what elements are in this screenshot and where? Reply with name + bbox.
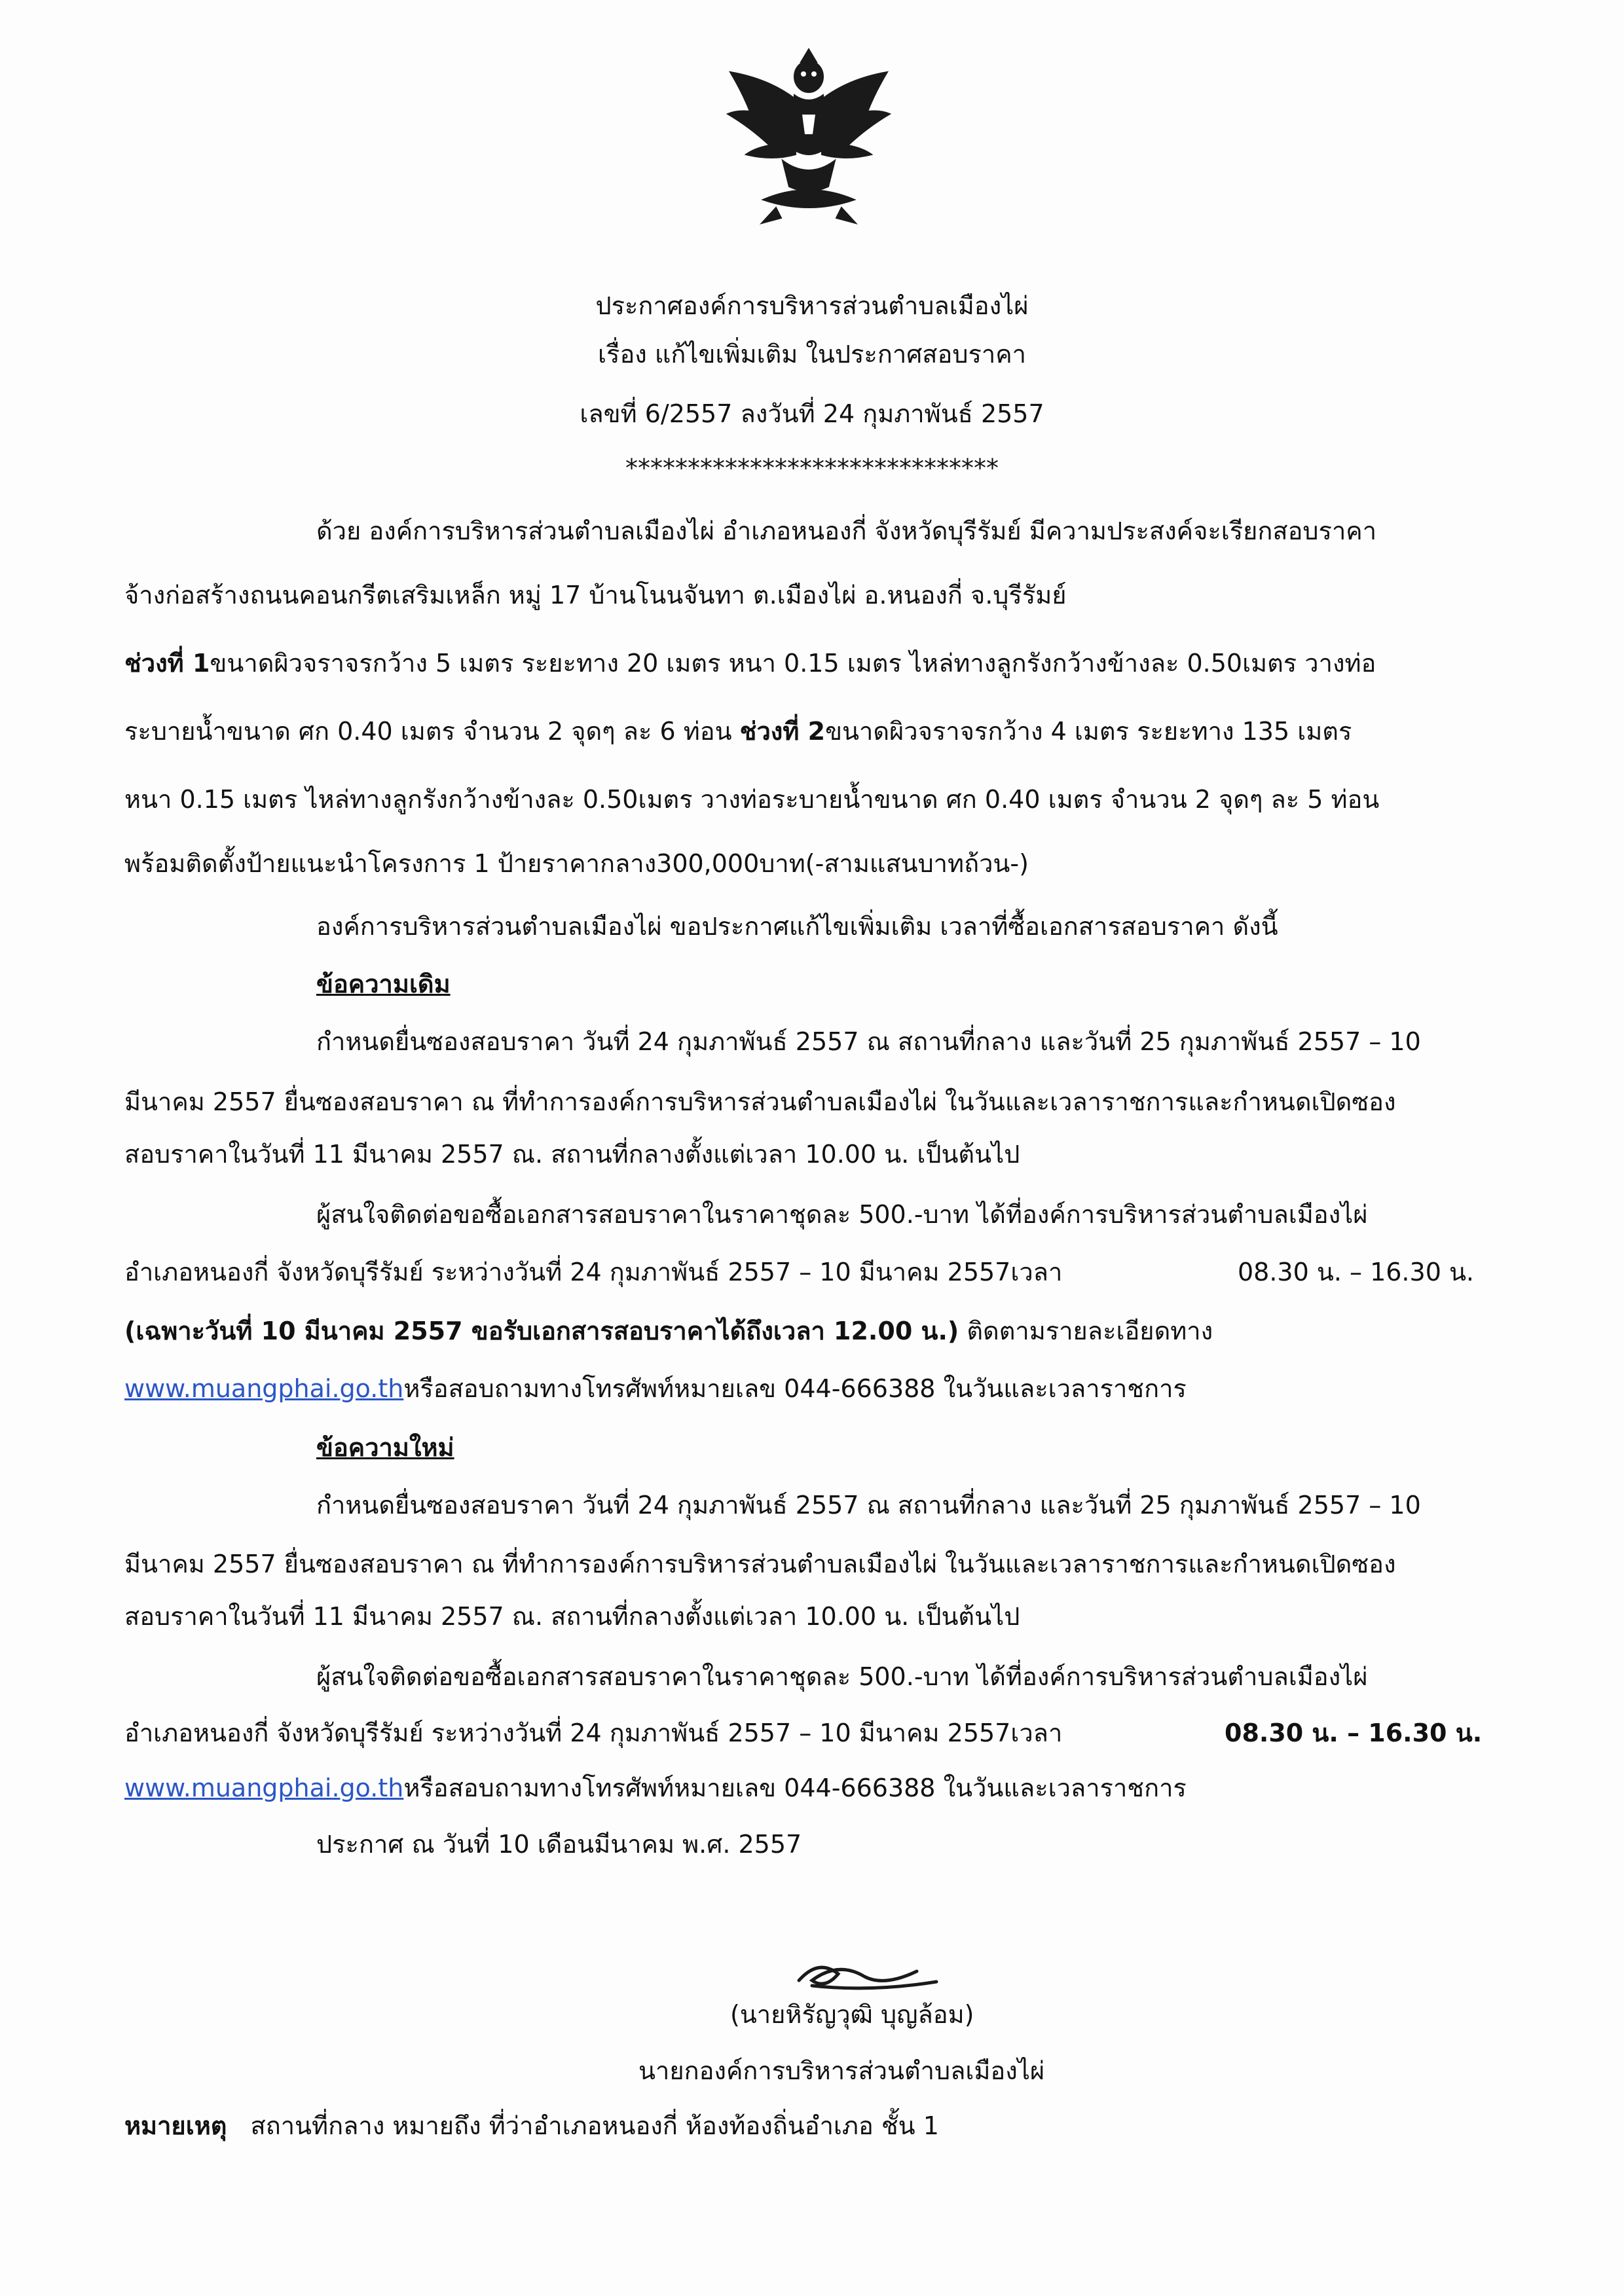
intro-line-4: [124, 719, 1352, 744]
note-text: สถานที่กลาง หมายถึง ที่ว่าอำเภอหนองกี่ ห้องท้องถิ่นอำเภอ ชั้น 1: [250, 2111, 939, 2140]
old-time-range: 08.30 น. – 16.30 น.: [1238, 1258, 1474, 1286]
note-line: [124, 2113, 939, 2138]
old-text-heading: ข้อความเดิม: [316, 970, 451, 998]
new-line-3: สอบราคาในวันที่ 11 มีนาคม 2557 ณ. สถานที่กลางตั้งแต่เวลา 10.00 น. เป็นต้นไป: [124, 1602, 1020, 1631]
intro-line-7: องค์การบริหารส่วนตำบลเมืองไผ่ ขอประกาศแก้ไขเพิ่มเติม เวลาที่ซื้อเอกสารสอบราคา ดังนี้: [316, 912, 1278, 941]
section-2-text: ขนาดผิวจราจรกว้าง 4 เมตร ระยะทาง 135 เมตร: [825, 717, 1352, 746]
intro-line-5: หนา 0.15 เมตร ไหล่ทางลูกรังกว้างข้างละ 0.50เมตร วางท่อระบายน้ำขนาด ศก 0.40 เมตร จำนวน 2 จุดๆ ละ 5 ท่อน: [124, 785, 1380, 814]
announcement-number-date: เลขที่ 6/2557 ลงวันที่ 24 กุมภาพันธ์ 2557: [580, 399, 1044, 428]
new-text-heading: ข้อความใหม่: [316, 1433, 454, 1462]
old-line-4: ผู้สนใจติดต่อขอซื้อเอกสารสอบราคาในราคาชุดละ 500.-บาท ได้ที่องค์การบริหารส่วนตำบลเมืองไผ่: [316, 1200, 1368, 1229]
old-line-5: อำเภอหนองกี่ จังหวัดบุรีรัมย์ ระหว่างวันที่ 24 กุมภาพันธ์ 2557 – 10 มีนาคม 2557เวลา: [124, 1258, 1063, 1286]
new-line-4: ผู้สนใจติดต่อขอซื้อเอกสารสอบราคาในราคาชุดละ 500.-บาท ได้ที่องค์การบริหารส่วนตำบลเมืองไผ่: [316, 1662, 1368, 1691]
signer-position: นายกองค์การบริหารส่วนตำบลเมืองไผ่: [638, 2056, 1045, 2085]
website-link[interactable]: www.muangphai.go.th: [124, 1374, 404, 1403]
drain-text: ระบายน้ำขนาด ศก 0.40 เมตร จำนวน 2 จุดๆ ละ 6 ท่อน: [124, 717, 732, 746]
note-label: หมายเหตุ: [124, 2111, 227, 2140]
section-1-label: ช่วงที่ 1: [124, 649, 210, 678]
old-line-6: [124, 1319, 1213, 1343]
old-phone-text: หรือสอบถามทางโทรศัพท์หมายเลข 044-666388 ในวันและเวลาราชการ: [403, 1374, 1187, 1403]
separator-stars: ******************************: [625, 454, 999, 483]
old-line-3: สอบราคาในวันที่ 11 มีนาคม 2557 ณ. สถานที่กลางตั้งแต่เวลา 10.00 น. เป็นต้นไป: [124, 1140, 1020, 1169]
section-1-text: ขนาดผิวจราจรกว้าง 5 เมตร ระยะทาง 20 เมตร หนา 0.15 เมตร ไหล่ทางลูกรังกว้างข้างละ 0.50เมตร วางท่อ: [210, 649, 1376, 678]
announcement-subject: เรื่อง แก้ไขเพิ่มเติม ในประกาศสอบราคา: [598, 340, 1026, 369]
intro-line-3: [124, 651, 1376, 676]
intro-line-2: จ้างก่อสร้างถนนคอนกรีตเสริมเหล็ก หมู่ 17 บ้านโนนจันทา ต.เมืองไผ่ อ.หนองกี่ จ.บุรีรัมย์: [124, 581, 1067, 610]
new-line-5: อำเภอหนองกี่ จังหวัดบุรีรัมย์ ระหว่างวันที่ 24 กุมภาพันธ์ 2557 – 10 มีนาคม 2557เวลา: [124, 1719, 1063, 1747]
intro-line-1: ด้วย องค์การบริหารส่วนตำบลเมืองไผ่ อำเภอหนองกี่ จังหวัดบุรีรัมย์ มีความประสงค์จะเรียกสอบราคา: [316, 517, 1377, 545]
signature-icon: [786, 1954, 956, 2000]
new-time-range: 08.30 น. – 16.30 น.: [1225, 1719, 1483, 1747]
old-deadline-note: (เฉพาะวันที่ 10 มีนาคม 2557 ขอรับเอกสารสอบราคาได้ถึงเวลา 12.00 น.): [124, 1317, 959, 1345]
garuda-emblem-icon: [710, 36, 907, 232]
section-2-label: ช่วงที่ 2: [739, 717, 826, 746]
intro-line-6: พร้อมติดตั้งป้ายแนะนำโครงการ 1 ป้ายราคากลาง300,000บาท(-สามแสนบาทถ้วน-): [124, 849, 1029, 878]
old-follow-text: ติดตามรายละเอียดทาง: [967, 1317, 1213, 1345]
new-phone-text: หรือสอบถามทางโทรศัพท์หมายเลข 044-666388 ในวันและเวลาราชการ: [403, 1774, 1187, 1802]
old-line-1: กำหนดยื่นซองสอบราคา วันที่ 24 กุมภาพันธ์ 2557 ณ สถานที่กลาง และวันที่ 25 กุมภาพันธ์ 2557 – 10: [316, 1027, 1421, 1056]
announcement-title: ประกาศองค์การบริหารส่วนตำบลเมืองไผ่: [595, 291, 1029, 320]
old-line-7: [124, 1376, 1187, 1401]
signer-name: (นายหิรัญวุฒิ บุญล้อม): [730, 2000, 974, 2029]
new-line-1: กำหนดยื่นซองสอบราคา วันที่ 24 กุมภาพันธ์ 2557 ณ สถานที่กลาง และวันที่ 25 กุมภาพันธ์ 2557 – 10: [316, 1491, 1421, 1520]
website-link-new[interactable]: www.muangphai.go.th: [124, 1774, 404, 1802]
new-line-2: มีนาคม 2557 ยื่นซองสอบราคา ณ ที่ทำการองค์การบริหารส่วนตำบลเมืองไผ่ ในวันและเวลาราชการและกำหนดเปิดซอง: [124, 1550, 1396, 1578]
new-line-6: [124, 1776, 1187, 1800]
old-line-2: มีนาคม 2557 ยื่นซองสอบราคา ณ ที่ทำการองค์การบริหารส่วนตำบลเมืองไผ่ ในวันและเวลาราชการและกำหนดเปิดซอง: [124, 1087, 1396, 1116]
announce-date: ประกาศ ณ วันที่ 10 เดือนมีนาคม พ.ศ. 2557: [316, 1830, 802, 1859]
